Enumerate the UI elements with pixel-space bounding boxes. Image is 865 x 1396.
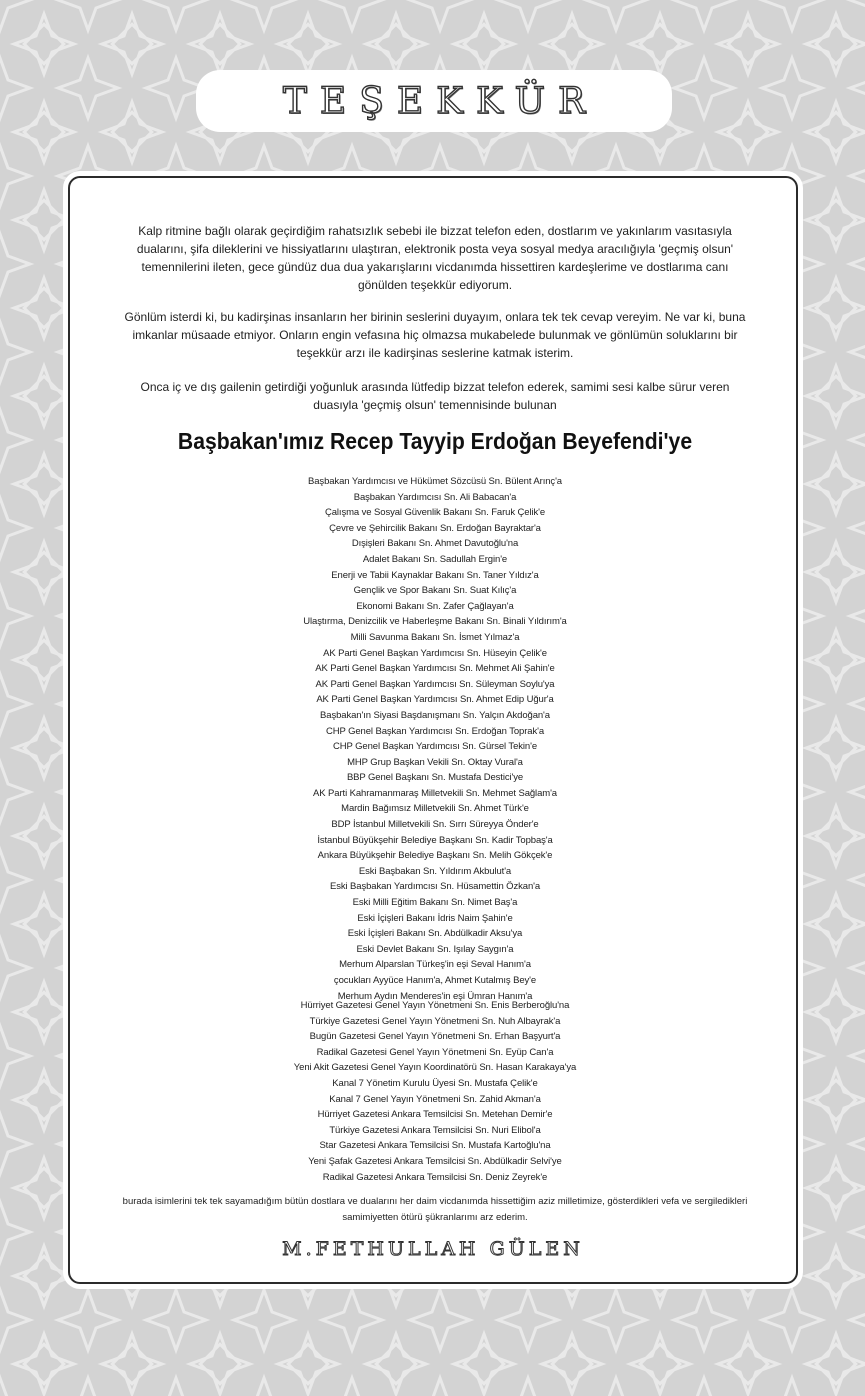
list-item: Başbakan'ın Siyasi Başdanışmanı Sn. Yalçın Akdoğan'a: [320, 709, 550, 721]
list-item: Milli Savunma Bakanı Sn. İsmet Yılmaz'a: [350, 631, 520, 643]
list-item: Ulaştırma, Denizcilik ve Haberleşme Bakanı Sn. Binali Yıldırım'a: [303, 616, 567, 628]
list-item: Hürriyet Gazetesi Ankara Temsilcisi Sn. Metehan Demir'e: [317, 1109, 553, 1121]
list-item: MHP Grup Başkan Vekili Sn. Oktay Vural'a: [347, 756, 523, 768]
list-item: AK Parti Genel Başkan Yardımcısı Sn. Ahmet Edip Uğur'a: [316, 694, 554, 706]
list-item: Yeni Şafak Gazetesi Ankara Temsilcisi Sn. Abdülkadir Selvi'ye: [308, 1155, 562, 1167]
list-item: Çevre ve Şehircilik Bakanı Sn. Erdoğan Bayraktar'a: [329, 522, 541, 534]
list-item: Kanal 7 Genel Yayın Yönetmeni Sn. Zahid Akman'a: [329, 1093, 541, 1105]
list-item: Çalışma ve Sosyal Güvenlik Bakanı Sn. Faruk Çelik'e: [324, 507, 546, 519]
list-item: Ankara Büyükşehir Belediye Başkanı Sn. Melih Gökçek'e: [317, 850, 553, 862]
list-item: CHP Genel Başkan Yardımcısı Sn. Gürsel Tekin'e: [332, 741, 538, 753]
list-item: Adalet Bakanı Sn. Sadullah Ergin'e: [362, 553, 508, 565]
title-banner: [196, 70, 672, 132]
list-item: Eski İçişleri Bakanı İdris Naim Şahin'e: [357, 912, 513, 924]
list-item: AK Parti Genel Başkan Yardımcısı Sn. Mehmet Ali Şahin'e: [315, 663, 555, 675]
list-item: Başbakan Yardımcısı ve Hükümet Sözcüsü Sn. Bülent Arınç'a: [308, 476, 562, 487]
list-item: Gençlik ve Spor Bakanı Sn. Suat Kılıç'a: [353, 585, 517, 597]
list-item: Mardin Bağımsız Milletvekili Sn. Ahmet Türk'e: [341, 803, 529, 815]
list-item: İstanbul Büyükşehir Belediye Başkanı Sn. Kadir Topbaş'a: [317, 834, 553, 846]
list-item: AK Parti Kahramanmaraş Milletvekili Sn. Mehmet Sağlam'a: [313, 787, 557, 799]
list-item: Dışişleri Bakanı Sn. Ahmet Davutoğlu'na: [351, 538, 519, 550]
list-item: BDP İstanbul Milletvekili Sn. Sırrı Süreyya Önder'e: [331, 819, 539, 831]
list-item: Eski Başbakan Sn. Yıldırım Akbulut'a: [358, 865, 512, 877]
list-item: Merhum Aydın Menderes'in eşi Ümran Hanım'a: [337, 990, 533, 1002]
list-item: Radikal Gazetesi Ankara Temsilcisi Sn. Deniz Zeyrek'e: [322, 1171, 548, 1183]
list-item: çocukları Ayyüce Hanım'a, Ahmet Kutalmış Bey'e: [333, 975, 537, 986]
list-item: Kanal 7 Yönetim Kurulu Üyesi Sn. Mustafa Çelik'e: [332, 1077, 538, 1089]
closing-paragraph: burada isimlerini tek tek sayamadığım bütün dostlara ve dualarını her daim vicdanımda hissettiğim aziz milletimize, gösterdikleri vefa ve sergiledikleri samimiyetten ötürü şükranlarımı arz ederim.: [122, 1196, 748, 1223]
list-item: Yeni Akit Gazetesi Genel Yayın Koordinatörü Sn. Hasan Karakaya'ya: [293, 1062, 577, 1074]
list-item: Türkiye Gazetesi Ankara Temsilcisi Sn. Nuri Elibol'a: [329, 1124, 541, 1136]
list-item: AK Parti Genel Başkan Yardımcısı Sn. Hüseyin Çelik'e: [323, 647, 547, 659]
list-item: BBP Genel Başkanı Sn. Mustafa Destici'ye: [346, 772, 524, 784]
list-item: Bugün Gazetesi Genel Yayın Yönetmeni Sn. Erhan Başyurt'a: [309, 1031, 561, 1043]
signature: M.FETHULLAH GÜLEN: [282, 1238, 584, 1260]
intro-paragraph-1: Kalp ritmine bağlı olarak geçirdiğim rahatsızlık sebebi ile bizzat telefon eden, dostlarım ve yakınlarım vasıtasıyla dualarını, şifa dileklerini ve hissiyatlarını ulaştıran, elektronik posta veya sosyal medya aracılığıyla 'geçmiş olsun' temennilerini ileten, gece gündüz dua dua yakarışlarını vicdanımda hissettiren kardeşlerime ve dostlarıma canı gönülden teşekkür ediyorum.: [136, 224, 734, 292]
list-item: Eski Milli Eğitim Bakanı Sn. Nimet Baş'a: [352, 897, 518, 909]
message-card: [68, 176, 798, 1284]
list-item: Radikal Gazetesi Genel Yayın Yönetmeni Sn. Eyüp Can'a: [316, 1046, 554, 1058]
officials-list: [110, 474, 760, 1004]
list-item: Başbakan Yardımcısı Sn. Ali Babacan'a: [353, 491, 517, 503]
list-item: Enerji ve Tabii Kaynaklar Bakanı Sn. Taner Yıldız'a: [331, 569, 539, 581]
prime-minister-heading: Başbakan'ımız Recep Tayyip Erdoğan Beyefendi'ye: [177, 428, 693, 454]
list-item: Merhum Alparslan Türkeş'in eşi Seval Hanım'a: [339, 959, 531, 971]
list-item: AK Parti Genel Başkan Yardımcısı Sn. Süleyman Soylu'ya: [315, 678, 555, 690]
page-title: TEŞEKKÜR: [282, 80, 599, 122]
intro-paragraph-3: Onca iç ve dış gailenin getirdiği yoğunluk arasında lütfedip bizzat telefon ederek, samimi sesi kalbe sürur veren duasıyla 'geçmiş olsun' temennisinde bulunan: [140, 380, 730, 412]
list-item: Star Gazetesi Ankara Temsilcisi Sn. Mustafa Kartoğlu'na: [319, 1140, 551, 1152]
list-item: Eski İçişleri Bakanı Sn. Abdülkadir Aksu'ya: [347, 928, 523, 940]
list-item: Eski Başbakan Yardımcısı Sn. Hüsamettin Özkan'a: [329, 881, 541, 893]
list-item: Eski Devlet Bakanı Sn. Işılay Saygın'a: [356, 943, 514, 955]
list-item: CHP Genel Başkan Yardımcısı Sn. Erdoğan Toprak'a: [325, 725, 545, 737]
list-item: Hürriyet Gazetesi Genel Yayın Yönetmeni Sn. Enis Berberoğlu'na: [300, 1000, 570, 1011]
list-item: Ekonomi Bakanı Sn. Zafer Çağlayan'a: [356, 600, 514, 612]
intro-paragraph-2: Gönlüm isterdi ki, bu kadirşinas insanların her birinin seslerini duyayım, onlara tek tek cevap vereyim. Ne var ki, buna imkanlar müsaade etmiyor. Onların engin vefasına hiç olmazsa mukabelede bulunmak ve gönlümün soluklarını bir teşekkür arzı ile kadirşinas seslerine katmak isterim.: [124, 310, 746, 360]
list-item: Türkiye Gazetesi Genel Yayın Yönetmeni Sn. Nuh Albayrak'a: [309, 1015, 561, 1027]
media-list: [110, 998, 760, 1185]
